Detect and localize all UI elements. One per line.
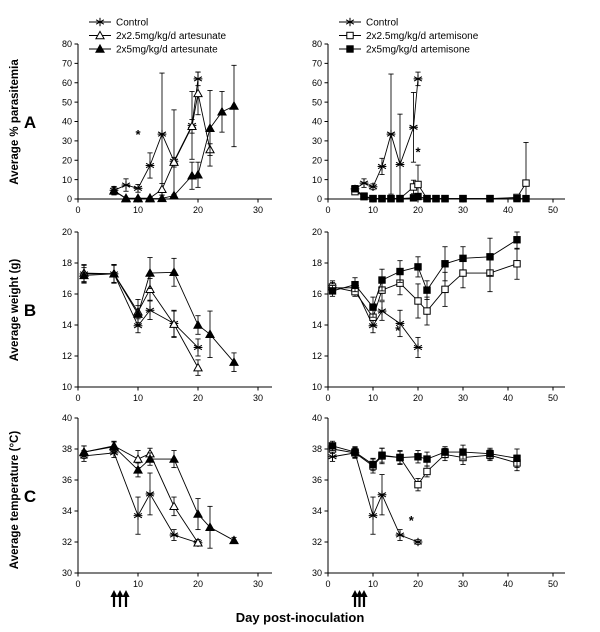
y-axis-tick-label: 16: [61, 289, 72, 300]
x-axis-tick-label: 20: [192, 579, 204, 589]
data-point-marker-square: [442, 449, 448, 455]
x-axis-tick-label: 20: [412, 579, 424, 589]
x-axis-tick-label: 30: [457, 579, 469, 589]
x-axis-tick-label: 30: [252, 205, 264, 215]
y-axis-tick-label: 60: [311, 77, 322, 88]
significance-asterisk: *: [408, 512, 414, 528]
dosing-arrow-icon: [110, 590, 117, 607]
y-axis-tick-label: 14: [311, 320, 322, 331]
x-axis-tick-label: 40: [502, 393, 514, 403]
y-axis-title-temperature: Average temperature (°C): [9, 430, 21, 570]
y-axis-tick-label: 40: [61, 413, 72, 424]
legend-left: [89, 18, 227, 56]
y-axis-tick-label: 30: [61, 136, 72, 147]
dosing-arrow-head: [122, 590, 129, 597]
y-axis-title-parasitemia: Average % parasitemia: [9, 59, 21, 185]
series-2x2-5mg-kg-d-artesunate: [80, 441, 202, 546]
x-axis-tick-label: 10: [367, 579, 379, 589]
data-point-marker-square: [424, 287, 430, 293]
data-point-marker-square: [433, 195, 439, 201]
significance-asterisk: *: [135, 126, 141, 142]
y-axis-tick-label: 30: [61, 568, 72, 579]
y-axis-tick-label: 38: [61, 444, 72, 455]
data-point-marker-square: [347, 32, 353, 38]
legend-left-item: [89, 31, 227, 42]
data-point-marker-square: [487, 195, 493, 201]
data-point-marker-square: [514, 195, 520, 201]
data-point-marker-square: [397, 195, 403, 201]
data-point-marker-square: [487, 254, 493, 260]
x-axis-tick-label: 30: [252, 579, 264, 589]
y-axis-tick-label: 70: [61, 58, 72, 69]
series-control: [80, 448, 203, 547]
data-point-marker-square: [415, 298, 421, 304]
y-axis-tick-label: 34: [311, 506, 322, 517]
data-point-marker-square: [347, 46, 353, 52]
panel-letter-b: B: [23, 301, 37, 320]
data-point-marker-square: [424, 308, 430, 314]
x-axis-tick-label: 30: [457, 205, 469, 215]
x-axis-tick-label: 20: [192, 393, 204, 403]
data-point-marker-triangle: [230, 102, 238, 109]
data-point-marker-square: [415, 264, 421, 270]
data-point-marker-square: [415, 454, 421, 460]
chart-panel-C-right: [312, 413, 565, 589]
chart-panel-B-right: [312, 227, 565, 403]
dosing-arrow-icon: [116, 590, 123, 607]
data-point-marker-triangle: [134, 455, 142, 462]
dosing-arrow-icon: [122, 590, 129, 607]
data-point-marker-triangle: [194, 171, 202, 178]
x-axis-tick-label: 30: [252, 393, 264, 403]
dosing-arrow-head: [360, 590, 367, 597]
legend-left-label: 2x5mg/kg/d artesunate: [116, 44, 218, 56]
data-point-marker-square: [442, 286, 448, 292]
data-point-marker-square: [514, 261, 520, 267]
data-point-marker-triangle: [194, 364, 202, 371]
y-axis-tick-label: 0: [316, 194, 322, 205]
dosing-arrow-icon: [351, 590, 358, 607]
y-axis-tick-label: 10: [61, 174, 72, 185]
chart-panel-B-left: [62, 227, 272, 403]
data-point-marker-square: [514, 237, 520, 243]
x-axis-tick-label: 10: [367, 393, 379, 403]
chart-panel-C-left: [62, 413, 272, 589]
x-axis-tick-label: 0: [325, 205, 331, 215]
y-axis-tick-label: 40: [311, 413, 322, 424]
data-point-marker-square: [379, 452, 385, 458]
data-point-marker-square: [415, 481, 421, 487]
dosing-arrow-icon: [356, 590, 363, 607]
legend-right-label: 2x2.5mg/kg/d artemisone: [366, 31, 479, 43]
y-axis-tick-label: 10: [61, 382, 72, 393]
y-axis-tick-label: 16: [311, 289, 322, 300]
y-axis-tick-label: 80: [61, 39, 72, 50]
chart-panel-A-left: [62, 39, 272, 215]
legend-right-item: [339, 18, 398, 29]
y-axis-title-weight: Average weight (g): [9, 258, 21, 362]
x-axis-tick-label: 0: [75, 393, 81, 403]
data-point-marker-triangle: [206, 330, 214, 337]
legend-right-label: 2x5mg/kg/d artemisone: [366, 44, 470, 56]
data-point-marker-square: [424, 468, 430, 474]
x-axis-tick-label: 0: [75, 205, 81, 215]
data-point-marker-triangle: [194, 89, 202, 96]
y-axis-tick-label: 20: [61, 227, 72, 238]
data-point-marker-square: [352, 282, 358, 288]
data-point-marker-square: [397, 268, 403, 274]
data-point-marker-square: [352, 449, 358, 455]
series-line: [355, 79, 418, 189]
x-axis-tick-label: 40: [502, 205, 514, 215]
y-axis-tick-label: 12: [61, 351, 72, 362]
data-point-marker-square: [460, 270, 466, 276]
x-axis-tick-label: 20: [412, 205, 424, 215]
x-axis-tick-label: 40: [502, 579, 514, 589]
legend-right: [339, 18, 479, 56]
data-point-marker-square: [397, 454, 403, 460]
data-point-marker-square: [442, 195, 448, 201]
dosing-arrow-head: [110, 590, 117, 597]
data-point-marker-triangle: [206, 124, 214, 131]
data-point-marker-square: [514, 455, 520, 461]
data-point-marker-square: [388, 195, 394, 201]
x-axis-title: Day post-inoculation: [235, 610, 365, 625]
legend-left-item: [89, 18, 148, 29]
legend-left-label: 2x2.5mg/kg/d artesunate: [116, 31, 227, 43]
data-point-marker-triangle: [218, 108, 226, 115]
data-point-marker-square: [415, 181, 421, 187]
x-axis-tick-label: 50: [547, 579, 559, 589]
y-axis-tick-label: 50: [61, 97, 72, 108]
data-point-marker-triangle: [170, 268, 178, 275]
y-axis-tick-label: 40: [61, 116, 72, 127]
data-point-marker-square: [424, 456, 430, 462]
y-axis-tick-label: 60: [61, 77, 72, 88]
legend-right-item: [339, 45, 470, 56]
x-axis-tick-label: 10: [367, 205, 379, 215]
data-point-marker-triangle: [194, 510, 202, 517]
data-point-marker-square: [424, 195, 430, 201]
series-2x2-5mg-kg-d-artemisone: [352, 142, 529, 201]
data-point-marker-triangle: [170, 502, 178, 509]
x-axis-tick-label: 10: [132, 205, 144, 215]
x-axis-tick-label: 20: [412, 393, 424, 403]
y-axis-tick-label: 70: [311, 58, 322, 69]
y-axis-tick-label: 40: [311, 116, 322, 127]
y-axis-tick-label: 50: [311, 97, 322, 108]
y-axis-tick-label: 14: [61, 320, 72, 331]
y-axis-tick-label: 32: [311, 537, 322, 548]
data-point-marker-triangle: [158, 185, 166, 192]
data-point-marker-square: [379, 277, 385, 283]
data-point-marker-square: [370, 461, 376, 467]
series-2x5mg-kg-d-artesunate: [80, 258, 238, 372]
series-line: [114, 79, 198, 190]
dosing-arrow-icon: [360, 590, 367, 607]
x-axis-tick-label: 10: [132, 393, 144, 403]
x-axis-tick-label: 20: [192, 205, 204, 215]
data-point-marker-square: [460, 255, 466, 261]
y-axis-tick-label: 34: [61, 506, 72, 517]
y-axis-tick-label: 32: [61, 537, 72, 548]
x-axis-tick-label: 0: [325, 579, 331, 589]
y-axis-tick-label: 18: [311, 258, 322, 269]
legend-left-label: Control: [116, 17, 149, 29]
dosing-arrow-head: [116, 590, 123, 597]
x-axis-tick-label: 0: [75, 579, 81, 589]
data-point-marker-square: [415, 193, 421, 199]
legend-right-item: [339, 31, 479, 42]
y-axis-tick-label: 20: [311, 227, 322, 238]
data-point-marker-square: [523, 195, 529, 201]
y-axis-tick-label: 36: [311, 475, 322, 486]
y-axis-tick-label: 18: [61, 258, 72, 269]
y-axis-tick-label: 80: [311, 39, 322, 50]
y-axis-tick-label: 30: [311, 136, 322, 147]
data-point-marker-square: [460, 195, 466, 201]
significance-asterisk: *: [415, 144, 421, 160]
y-axis-tick-label: 20: [311, 155, 322, 166]
series-2x5mg-kg-d-artesunate: [80, 442, 238, 548]
data-point-marker-square: [442, 261, 448, 267]
y-axis-tick-label: 12: [311, 351, 322, 362]
y-axis-tick-label: 20: [61, 155, 72, 166]
x-axis-tick-label: 0: [325, 393, 331, 403]
data-point-marker-square: [523, 180, 529, 186]
x-axis-tick-label: 50: [547, 205, 559, 215]
legend-left-item: [89, 45, 218, 56]
y-axis-tick-label: 0: [66, 194, 72, 205]
y-axis-tick-label: 36: [61, 475, 72, 486]
series-line: [84, 272, 234, 362]
data-point-marker-square: [352, 186, 358, 192]
panel-letter-c: C: [23, 487, 37, 506]
series-2x2-5mg-kg-d-artesunate: [80, 265, 202, 376]
data-point-marker-square: [370, 304, 376, 310]
significance-asterisk: *: [395, 323, 401, 339]
data-point-marker-square: [379, 195, 385, 201]
panel-letter-a: A: [23, 113, 37, 132]
y-axis-tick-label: 10: [311, 174, 322, 185]
data-point-marker-square: [329, 443, 335, 449]
data-point-marker-square: [460, 449, 466, 455]
y-axis-tick-label: 10: [311, 382, 322, 393]
series-line: [84, 453, 198, 543]
data-point-marker-square: [361, 193, 367, 199]
x-axis-tick-label: 50: [547, 393, 559, 403]
data-point-marker-square: [329, 288, 335, 294]
y-axis-tick-label: 38: [311, 444, 322, 455]
legend-right-label: Control: [366, 17, 399, 29]
x-axis-tick-label: 30: [457, 393, 469, 403]
data-point-marker-triangle: [194, 321, 202, 328]
y-axis-tick-label: 30: [311, 568, 322, 579]
data-point-marker-square: [370, 195, 376, 201]
x-axis-tick-label: 10: [132, 579, 144, 589]
data-point-marker-triangle: [230, 536, 238, 543]
chart-panel-A-right: [312, 39, 565, 215]
data-point-marker-square: [487, 450, 493, 456]
